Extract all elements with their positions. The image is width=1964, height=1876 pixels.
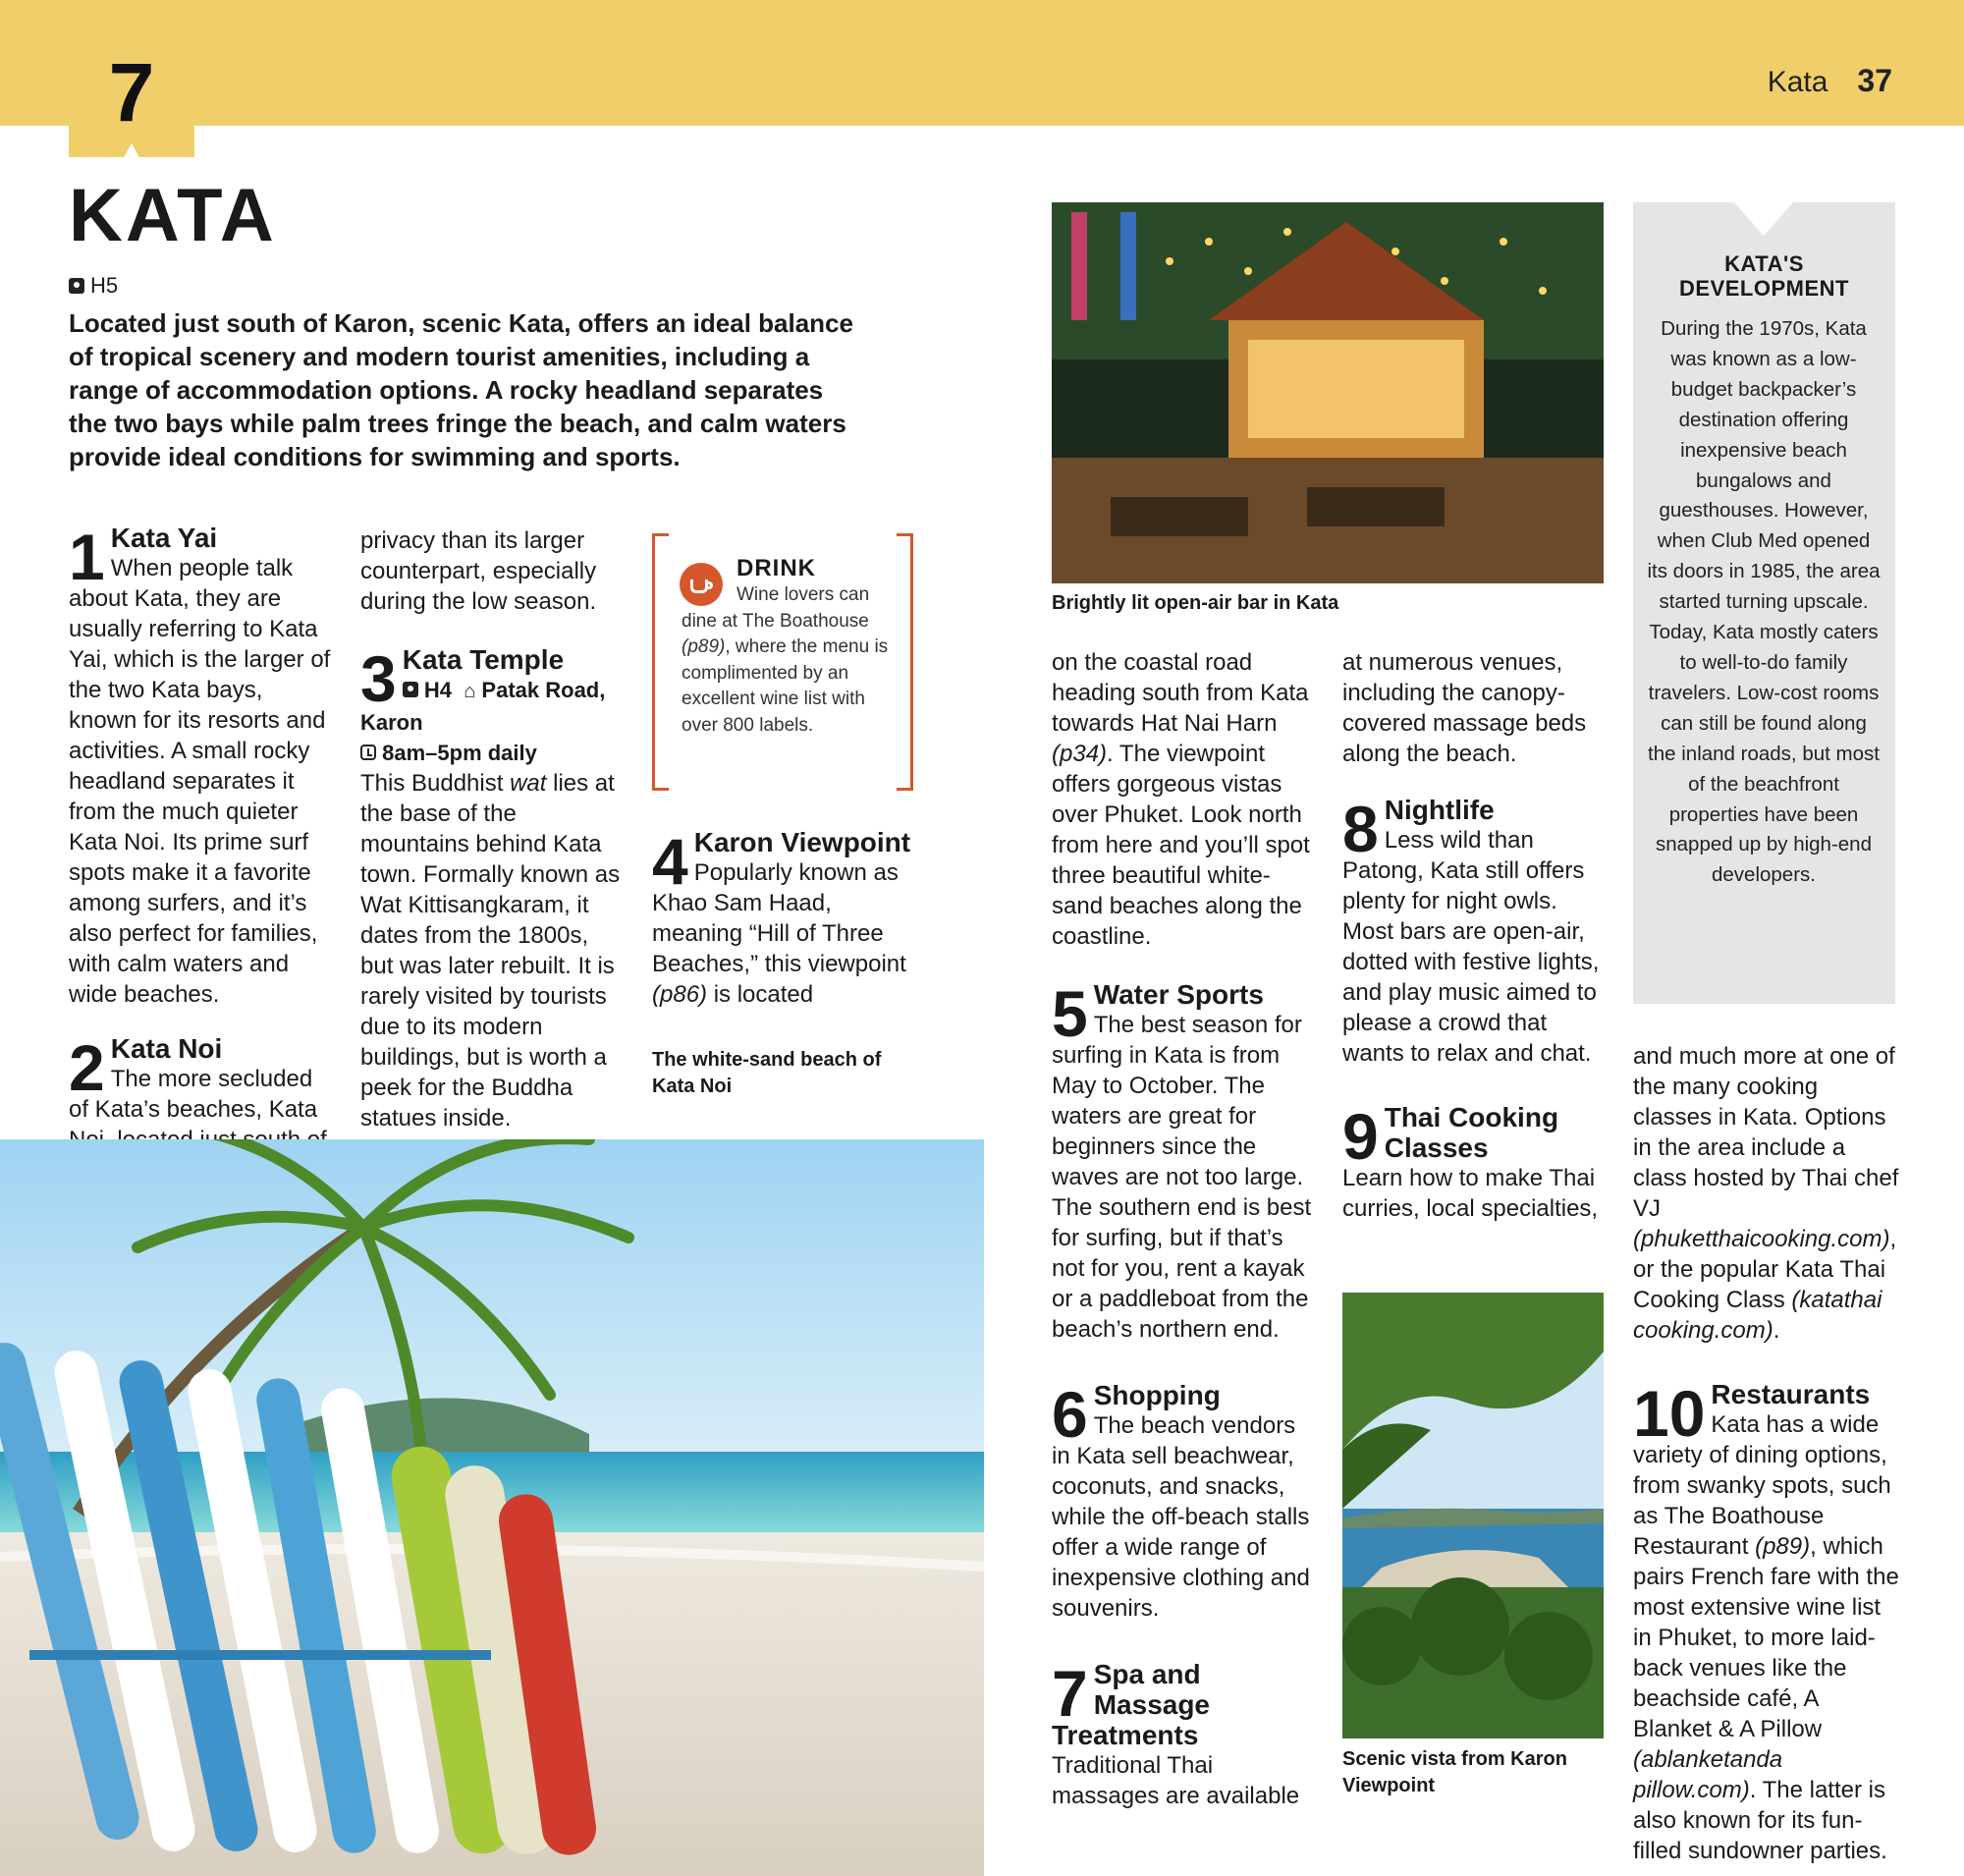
vista-illustration xyxy=(1342,1293,1604,1738)
entry-text xyxy=(1633,1409,1900,1866)
text-part: and much more at one of the many cooking classes in Kata. Options in the area include a class hosted by Thai chef VJ xyxy=(1633,1043,1899,1222)
address-icon: ⌂ xyxy=(464,681,476,702)
text-part: on the coastal road heading south from Kata towards Hat Nai Harn xyxy=(1052,649,1309,737)
column-4 xyxy=(1052,647,1317,1811)
page-ref: (p34) xyxy=(1052,741,1108,767)
entry-7 xyxy=(1052,1659,1317,1811)
column-3 xyxy=(652,827,919,1010)
intro-paragraph: Located just south of Karon, scenic Kata, offers an ideal balance of tropical scenery and modern tourist amenities, including a range of accommodation options. A rocky headland separates the two bays while palm trees fringe the beach, and calm waters provide ideal conditions for swimming and sports. xyxy=(69,308,853,471)
entry-10 xyxy=(1633,1379,1900,1866)
text-part: Popularly known as Khao Sam Haad, meaning “Hill of Three Beaches,” this viewpoint xyxy=(652,859,906,977)
drink-label: DRINK xyxy=(736,555,816,581)
entry-5 xyxy=(1052,979,1317,1345)
sidebar-title-line1: KATA'S xyxy=(1724,251,1804,276)
entry-text: Learn how to make Thai curries, local specialties, xyxy=(1342,1165,1599,1222)
web-ref: (katathai cooking.com) xyxy=(1633,1287,1882,1344)
text-part: , which pairs French fare with the most extensive wine list in Phuket, to more laid-back venues like the beachside café, A Blanket & A Pillow xyxy=(1633,1533,1899,1742)
text-part: Kata has a wide variety of dining options, from swanky spots, such as The Boathouse Restaurant xyxy=(1633,1411,1891,1560)
text-part: lies at the base of the mountains behind Kata town. Formally known as Wat Kittisangkaram, it dates from the 1800s, but was later rebuilt. It is rarely visited by tourists due to its modern buildings, but is worth a peek for the Buddha statues inside. xyxy=(360,770,621,1131)
column-5 xyxy=(1342,647,1608,1224)
entry-hours-row xyxy=(360,738,626,768)
entry-2-continued: privacy than its larger counterpart, especially during the low season. xyxy=(360,527,597,615)
entry-9 xyxy=(1342,1102,1608,1224)
page-number: 37 xyxy=(1857,63,1892,98)
sidebar-title-line2: DEVELOPMENT xyxy=(1679,276,1849,301)
entry-text: The beach vendors in Kata sell beachwear, coconuts, and snacks, while the off-beach stalls offer a wide range of inexpensive clothing and souvenirs. xyxy=(1052,1412,1310,1622)
entry-number: 2 xyxy=(69,1031,105,1104)
entry-heading: Spa and Massage Treatments xyxy=(1052,1659,1211,1750)
map-reference xyxy=(69,273,118,299)
page-ref: (p86) xyxy=(652,981,708,1008)
entry-text: Traditional Thai massages are available xyxy=(1052,1752,1300,1809)
entry-text: The more secluded of Kata’s beaches, Kata xyxy=(69,1066,318,1123)
text-part: . The viewpoint offers gorgeous vistas over Phuket. Look north from here and you’ll spot three beautiful white-sand beaches along the coastline. xyxy=(1052,741,1310,950)
drink-text xyxy=(682,582,898,739)
entry-heading: Kata Temple xyxy=(402,644,565,675)
entry-heading: Karon Viewpoint xyxy=(693,827,911,857)
entry-number: 6 xyxy=(1052,1378,1088,1451)
photo-kata-noi-beach xyxy=(0,1139,984,1876)
page-ref: (p89) xyxy=(1755,1533,1811,1560)
bracket-right xyxy=(897,533,913,791)
entry-3 xyxy=(360,644,626,1133)
entry-heading: Shopping xyxy=(1093,1380,1221,1410)
column-1 xyxy=(69,523,334,1216)
text-part: , where the menu is complimented by an excellent wine list with over 800 labels. xyxy=(682,636,889,736)
entry-heading: Kata Noi xyxy=(110,1033,223,1064)
page-ref: (p89) xyxy=(682,636,726,657)
entry-number: 8 xyxy=(1342,793,1379,865)
entry-text xyxy=(360,768,626,1133)
entry-number: 7 xyxy=(1052,1657,1088,1730)
text-emphasis: wat xyxy=(510,770,547,797)
column-6 xyxy=(1633,1041,1900,1866)
bracket-left xyxy=(652,533,669,791)
sidebar-title xyxy=(1633,251,1895,301)
text-part: is located xyxy=(707,981,814,1008)
page-title: KATA xyxy=(69,174,277,257)
entry-heading: Restaurants xyxy=(1711,1379,1871,1409)
entry-6 xyxy=(1052,1380,1317,1624)
drink-box xyxy=(652,533,913,791)
entry-heading: Water Sports xyxy=(1093,979,1264,1010)
photo-karon-viewpoint xyxy=(1342,1293,1604,1738)
entry-4-continued xyxy=(1052,647,1317,952)
clock-icon xyxy=(360,745,376,760)
entry-4 xyxy=(652,827,919,1010)
caption-bar: Brightly lit open-air bar in Kata xyxy=(1052,592,1339,614)
map-reference-code: H5 xyxy=(90,273,119,298)
text-part: . The latter is also known for its fun-filled sundowner parties. xyxy=(1633,1777,1887,1864)
text-part: , or the popular Kata Thai Cooking Class xyxy=(1633,1226,1897,1313)
map-pin-icon xyxy=(403,682,418,697)
text-part: . xyxy=(1773,1317,1780,1344)
running-title: Kata xyxy=(1767,66,1828,98)
beach-illustration xyxy=(0,1139,984,1876)
entry-number: 9 xyxy=(1342,1100,1379,1173)
entry-8 xyxy=(1342,795,1608,1069)
entry-number: 5 xyxy=(1052,977,1088,1050)
running-header xyxy=(1768,63,1892,99)
entry-text: Less wild than Patong, Kata still offers plenty for night owls. Most bars are open-air, dotted with festive lights, and play music aimed to please a crowd that wants to relax and chat. xyxy=(1342,827,1600,1067)
entry-number: 4 xyxy=(652,825,688,898)
text-part: This Buddhist xyxy=(360,770,511,797)
entry-number: 1 xyxy=(69,521,105,593)
photo-open-air-bar xyxy=(1052,202,1604,583)
map-pin-icon xyxy=(69,278,84,294)
web-ref: (phuketthaicooking.com) xyxy=(1633,1226,1890,1252)
entry-info xyxy=(360,675,626,738)
entry-1 xyxy=(69,523,334,1010)
text-part: Wine lovers can dine at The Boathouse xyxy=(682,584,870,632)
entry-heading: Thai Cooking Classes xyxy=(1384,1102,1559,1163)
column-2 xyxy=(360,525,626,1133)
entry-number: 3 xyxy=(360,642,397,715)
entry-text xyxy=(652,857,919,1010)
entry-text: When people talk about Kata, they are usually referring to Kata Yai, which is the larger of the two Kata bays, known for its resorts and activities. A small rocky headland separates it from the much quieter Kata Noi. Its prime surf spots make it a favorite among surfers, and it’s also perfect for families, with calm waters and wide beaches. xyxy=(69,555,331,1008)
entry-heading: Nightlife xyxy=(1384,795,1495,825)
web-ref: (ablanketanda pillow.com) xyxy=(1633,1746,1783,1803)
caption-vista: Scenic vista from Karon Viewpoint xyxy=(1342,1748,1567,1796)
chapter-number: 7 xyxy=(108,46,155,138)
caption-beach: The white-sand beach of Kata Noi xyxy=(652,1049,882,1097)
entry-hours: 8am–5pm daily xyxy=(382,741,537,765)
entry-9-continued xyxy=(1633,1041,1900,1346)
entry-address: Patak Road, Karon xyxy=(360,678,606,735)
sidebar-text: During the 1970s, Kata was known as a low-budget backpacker’s destination offering inexpensive beach bungalows and guesthouses. However, when Club Med opened its doors in 1985, the area started turning upscale. Today, Kata mostly caters to well-to-do family travelers. Low-cost rooms can still be found along the inland roads, but most of the beachfront properties have been snapped up by high-end developers. xyxy=(1647,317,1881,887)
entry-7-continued: at numerous venues, including the canopy-covered massage beds along the beach. xyxy=(1342,649,1587,767)
entry-heading: Kata Yai xyxy=(110,523,218,553)
bar-illustration xyxy=(1052,202,1604,583)
entry-number: 10 xyxy=(1633,1377,1706,1450)
entry-map-code: H4 xyxy=(423,678,452,702)
entry-text: The best season for surfing in Kata is from May to October. The waters are great for beginners since the waves are not too large. The southern end is best for surfing, but if that’s not for you, rent a kayak or a paddleboat from the beach’s northern end. xyxy=(1052,1012,1312,1343)
header-band xyxy=(0,0,1964,126)
